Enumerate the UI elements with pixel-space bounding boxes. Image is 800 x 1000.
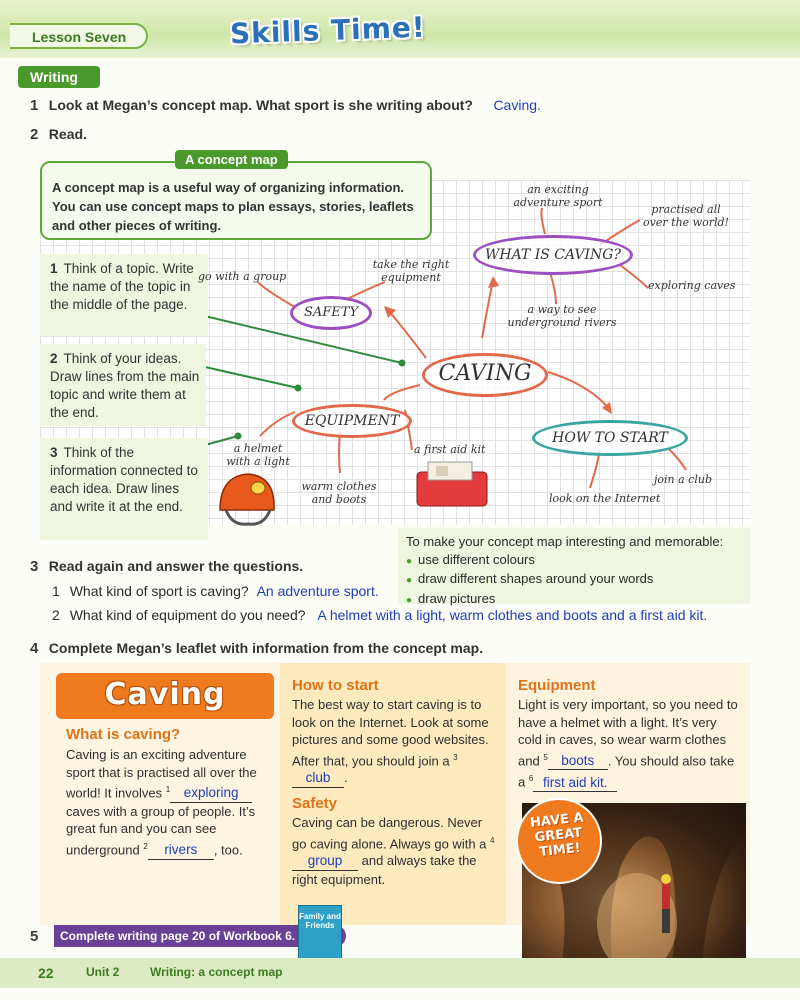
workbook-instruction: Complete writing page 20 of Workbook 6. (54, 925, 346, 947)
workbook-cover (298, 905, 342, 961)
question-text: Complete Megan’s leaflet with information from the concept map. (48, 640, 484, 656)
leaflet-banner: Caving (56, 673, 274, 719)
tip-item: ● use different colours (406, 551, 742, 571)
answer-text: An adventure sport. (256, 583, 379, 599)
step-number: 1 (50, 261, 58, 276)
answer-blank-2: rivers (148, 841, 214, 860)
step-text: Think of a topic. Write the name of the topic in the middle of the page. (50, 261, 194, 312)
step-text: Think of your ideas. Draw lines from the main topic and write them at the end. (50, 351, 200, 420)
leaflet-text-what: Caving is an exciting adventure sport that is practised all over the world! It involves $^1$ exploring caves with a group of people. It’s great fun and you can see underground $^2$ rivers , too. (66, 746, 276, 860)
question-number: 3 (30, 558, 39, 575)
answer-blank-6: first aid kit. (533, 774, 617, 793)
answer-text: Caving. (493, 97, 541, 113)
page-number: 22 (38, 965, 54, 981)
question-number: 1 (30, 97, 39, 114)
map-leaf: exploring caves (648, 279, 736, 292)
leaflet-heading-what: What is caving? (66, 726, 181, 743)
question-text: Read. (48, 126, 87, 142)
item-number: 1 (52, 583, 60, 599)
question-text: Look at Megan’s concept map. What sport is she writing about? (48, 97, 473, 113)
question-text: Read again and answer the questions. (48, 558, 304, 574)
step-1 (40, 254, 208, 336)
leaflet-text-equipment: Light is very important, so you need to have a helmet with a light. It’s very cold in caves, so wear warm clothes and $^5$ boots . You should also take a $^6$ first aid kit. (518, 696, 738, 792)
have-a-great-time-sticker: HAVE A GREAT TIME! (512, 794, 607, 889)
helmet-icon (212, 466, 282, 530)
leaflet-text-safety: Caving can be dangerous. Never go caving alone. Always go with a $^4$group and always take the right equipment. (292, 815, 495, 887)
lesson-label: Lesson Seven (10, 23, 148, 49)
leaflet-heading-how: How to start (292, 677, 379, 694)
answer-blank-1: exploring (170, 784, 252, 803)
tip-item: ● draw pictures (406, 590, 742, 610)
first-aid-kit-icon (414, 458, 490, 510)
map-leaf: a way to see underground rivers (507, 303, 617, 329)
workbook-cover-title: Family and Friends (299, 912, 341, 930)
question-3 (30, 558, 303, 576)
map-leaf: warm clothes and boots (301, 480, 377, 506)
map-leaf: practised all over the world! (643, 203, 729, 229)
footer-topic: Writing: a concept map (150, 965, 283, 979)
step-2 (40, 344, 206, 426)
step-text: Think of the information connected to each idea. Draw lines and write it at the end. (50, 445, 198, 514)
answer-blank-3: club (292, 769, 344, 788)
map-node-what: WHAT IS CAVING? (473, 235, 633, 275)
item-question: What kind of equipment do you need? (69, 607, 306, 623)
map-leaf: an exciting adventure sport (513, 183, 603, 209)
section-label: Writing (18, 66, 100, 88)
map-leaf: take the right equipment (372, 258, 450, 284)
map-center-node: CAVING (422, 353, 548, 397)
map-node-how: HOW TO START (532, 420, 688, 456)
leaflet-heading-equipment: Equipment (518, 677, 596, 694)
answer-text: A helmet with a light, warm clothes and boots and a first aid kit. (317, 607, 708, 623)
map-node-equipment: EQUIPMENT (292, 404, 412, 438)
page-title: Skills Time! (229, 10, 427, 51)
definition-title: A concept map (175, 150, 288, 169)
map-leaf: look on the Internet (549, 492, 661, 505)
question-number: 4 (30, 640, 39, 657)
step-number: 3 (50, 445, 58, 460)
step-3 (40, 438, 208, 540)
footer (0, 958, 800, 988)
definition-text: A concept map is a useful way of organizing information. You can use concept maps to plan essays, stories, leaflets and other pieces of writing. (52, 180, 414, 233)
answer-blank-4: group (292, 852, 358, 871)
question-4 (30, 640, 483, 658)
map-leaf: join a club (654, 473, 712, 486)
item-question: What kind of sport is caving? (69, 583, 249, 599)
question-5-number: 5 (30, 928, 39, 945)
leaflet-text-how: The best way to start caving is to look on the Internet. Look at some pictures and some good websites. After that, you should join a $^3$club . (292, 696, 500, 788)
step-number: 2 (50, 351, 58, 366)
map-leaf: a first aid kit (414, 443, 486, 456)
footer-unit: Unit 2 (86, 965, 120, 979)
concept-map-definition-box (40, 161, 432, 240)
map-node-safety: SAFETY (290, 296, 372, 330)
item-number: 2 (52, 607, 60, 623)
tips-intro: To make your concept map interesting and memorable: (406, 534, 724, 549)
question-number: 2 (30, 126, 39, 143)
map-leaf: go with a group (198, 270, 287, 283)
answer-blank-5: boots (548, 752, 608, 771)
leaflet-heading-safety: Safety (292, 795, 338, 812)
tip-item: ● draw different shapes around your words (406, 570, 742, 590)
question-3-item-1 (52, 583, 379, 599)
question-3-item-2 (52, 607, 707, 623)
map-leaf: a helmet with a light (226, 442, 290, 468)
tips-box (398, 528, 750, 604)
